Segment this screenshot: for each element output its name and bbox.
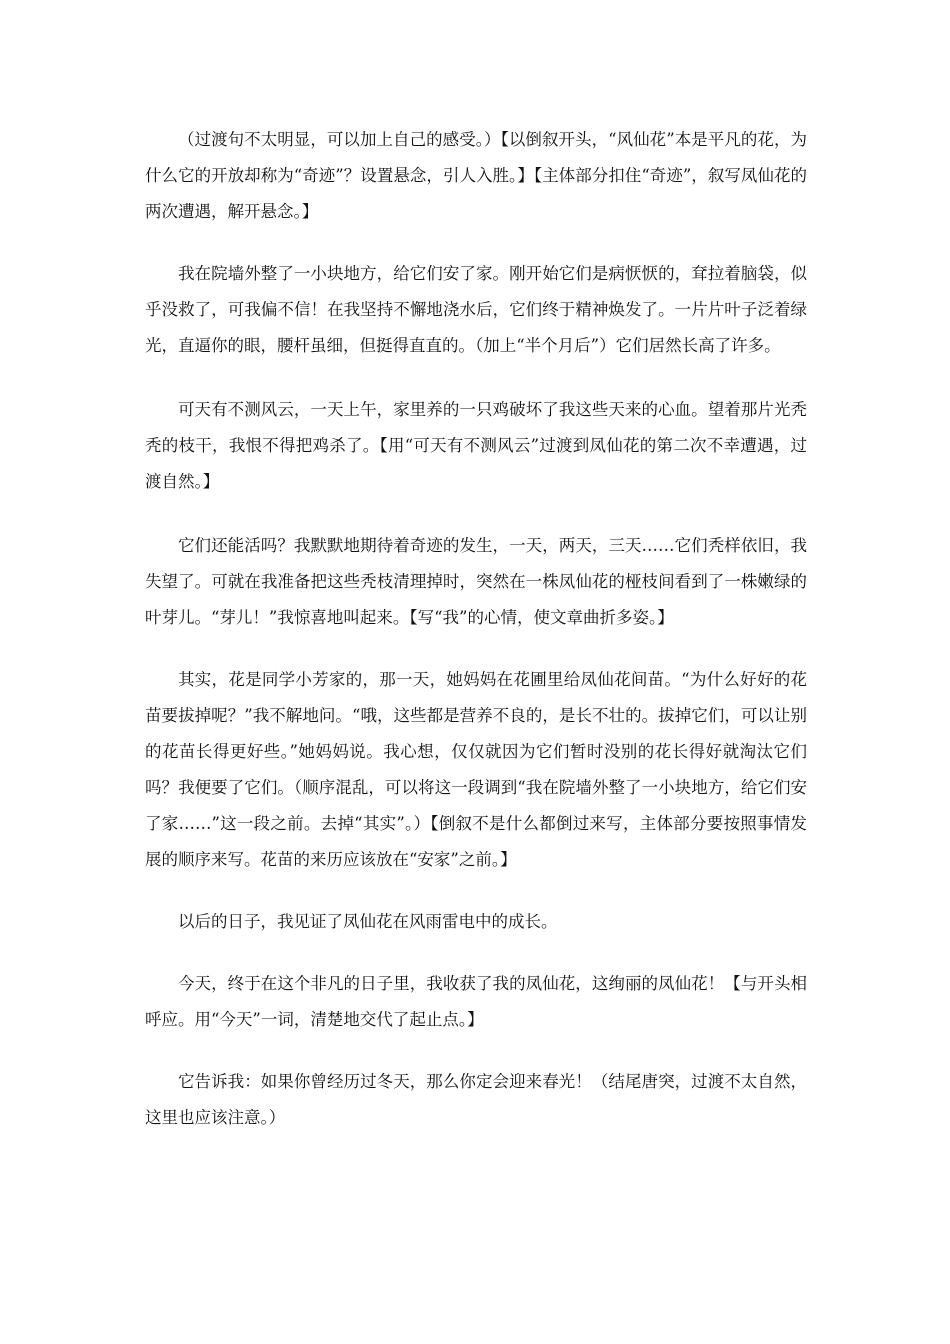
paragraph-8: 它告诉我：如果你曾经历过冬天，那么你定会迎来春光！（结尾唐突，过渡不太自然，这里也应该注意。）: [145, 1072, 807, 1127]
paragraph-4: 它们还能活吗？我默默地期待着奇迹的发生，一天，两天，三天……它们秃样依旧，我失望了。可就在我准备把这些秃枝清理掉时，突然在一株凤仙花的桠枝间看到了一株嫩绿的叶芽儿。“芽儿！”我惊喜地叫起来。【写“我”的心情，使文章曲折多姿。】: [145, 536, 807, 627]
document-body: [145, 122, 807, 1162]
paragraph-5: 其实，花是同学小芳家的，那一天，她妈妈在花圃里给凤仙花间苗。“为什么好好的花苗要拔掉呢？”我不解地问。“哦，这些都是营养不良的，是长不壮的。拔掉它们，可以让别的花苗长得更好些。”她妈妈说。我心想，仅仅就因为它们暂时没别的花长得好就淘汰它们吗？我便要了它们。（顺序混乱，可以将这一段调到“我在院墙外整了一小块地方，给它们安了家……”这一段之前。去掉“其实”。）【倒叙不是什么都倒过来写，主体部分要按照事情发展的顺序来写。花苗的来历应该放在“安家”之前。】: [145, 670, 807, 869]
paragraph-7: 今天，终于在这个非凡的日子里，我收获了我的凤仙花，这绚丽的凤仙花！【与开头相呼应。用“今天”一词，清楚地交代了起止点。】: [145, 974, 807, 1029]
paragraph-6: 以后的日子，我见证了凤仙花在风雨雷电中的成长。: [178, 912, 558, 931]
paragraph-2: 我在院墙外整了一小块地方，给它们安了家。刚开始它们是病恹恹的，耷拉着脑袋，似乎没救了，可我偏不信！在我坚持不懈地浇水后，它们终于精神焕发了。一片片叶子泛着绿光，直逼你的眼，腰杆虽细，但挺得直直的。（加上“半个月后”）它们居然长高了许多。: [145, 264, 807, 355]
paragraph-1: （过渡句不太明显，可以加上自己的感受。）【以倒叙开头，“风仙花”本是平凡的花，为什么它的开放却称为“奇迹”？设置悬念，引人入胜。】【主体部分扣住“奇迹”，叙写凤仙花的两次遭遇，解开悬念。】: [145, 130, 807, 221]
paragraph-3: 可天有不测风云，一天上午，家里养的一只鸡破坏了我这些天来的心血。望着那片光秃秃的枝干，我恨不得把鸡杀了。【用“可天有不测风云”过渡到凤仙花的第二次不幸遭遇，过渡自然。】: [145, 400, 807, 491]
